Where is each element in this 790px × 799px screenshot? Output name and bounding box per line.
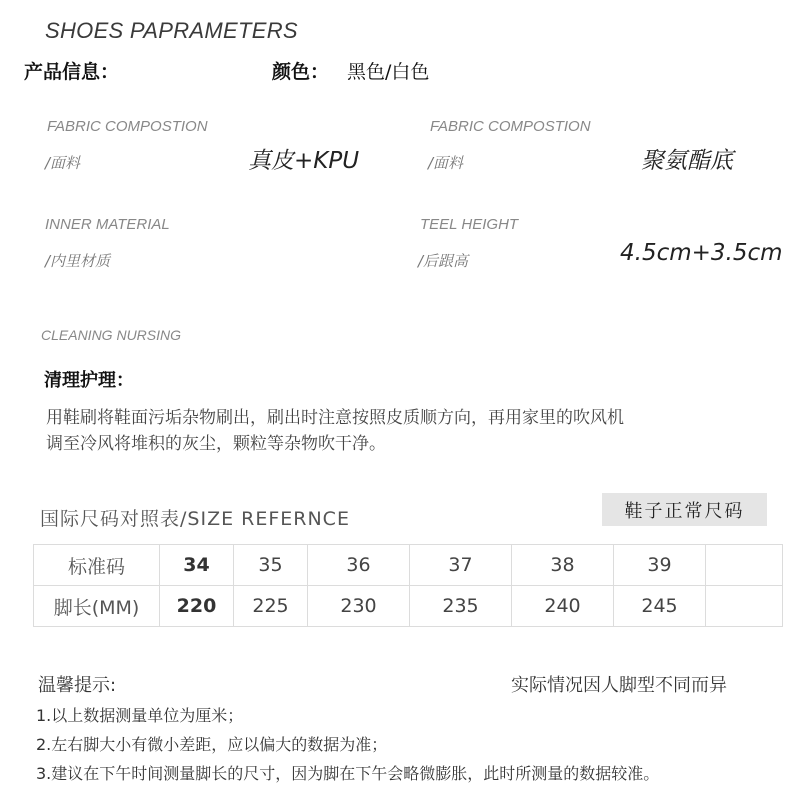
table-cell: 220 <box>160 586 234 627</box>
note-item-3: 3.建议在下午时间测量脚长的尺寸，因为脚在下午会略微膨胀，此时所测量的数据较准。 <box>36 764 660 783</box>
cleaning-line-2: 调至冷风将堆积的灰尘，颗粒等杂物吹干净。 <box>46 434 386 454</box>
page-title: SHOES PAPRAMETERS <box>45 18 298 43</box>
size-table <box>33 544 783 627</box>
size-chart-title: 国际尺码对照表/SIZE REFERNCE <box>40 508 350 530</box>
size-tag-badge: 鞋子正常尺码 <box>602 493 767 526</box>
inner-material-label-en: INNER MATERIAL <box>45 216 170 233</box>
cleaning-label-en: CLEANING NURSING <box>41 327 182 343</box>
table-cell: 脚长(MM) <box>34 586 160 627</box>
product-info-label: 产品信息： <box>24 61 120 83</box>
table-cell: 225 <box>234 586 308 627</box>
fabric-value: 真皮+KPU <box>248 148 360 174</box>
table-cell <box>706 586 783 627</box>
table-row <box>34 586 783 627</box>
table-cell: 240 <box>512 586 614 627</box>
color-label: 颜色： <box>272 61 330 83</box>
note-item-1: 1.以上数据测量单位为厘米； <box>36 706 244 725</box>
table-row <box>34 545 783 586</box>
notes-side-remark: 实际情况因人脚型不同而异 <box>511 675 727 696</box>
sole-label-cn: /面料 <box>428 154 464 172</box>
fabric-label-cn: /面料 <box>45 154 81 172</box>
table-cell: 245 <box>614 586 706 627</box>
table-cell: 39 <box>614 545 706 586</box>
cleaning-line-1: 用鞋刷将鞋面污垢杂物刷出，刷出时注意按照皮质顺方向，再用家里的吹风机 <box>46 408 624 428</box>
inner-material-label-cn: /内里材质 <box>45 252 111 270</box>
color-value: 黑色/白色 <box>347 61 430 83</box>
heel-height-label-cn: /后跟高 <box>418 252 469 270</box>
table-cell <box>706 545 783 586</box>
cleaning-title: 清理护理： <box>44 370 134 391</box>
fabric-label-en: FABRIC COMPOSTION <box>47 118 208 135</box>
note-item-2: 2.左右脚大小有微小差距，应以偏大的数据为准； <box>36 735 388 754</box>
sole-label-en: FABRIC COMPOSTION <box>430 118 591 135</box>
table-cell: 36 <box>308 545 410 586</box>
table-cell: 34 <box>160 545 234 586</box>
table-cell: 标准码 <box>34 545 160 586</box>
table-cell: 35 <box>234 545 308 586</box>
heel-height-label-en: TEEL HEIGHT <box>420 216 519 233</box>
table-cell: 38 <box>512 545 614 586</box>
notes-title: 温馨提示: <box>38 675 117 696</box>
table-cell: 230 <box>308 586 410 627</box>
sole-value: 聚氨酯底 <box>641 148 733 174</box>
table-cell: 37 <box>410 545 512 586</box>
heel-height-value: 4.5cm+3.5cm <box>620 240 783 266</box>
table-cell: 235 <box>410 586 512 627</box>
